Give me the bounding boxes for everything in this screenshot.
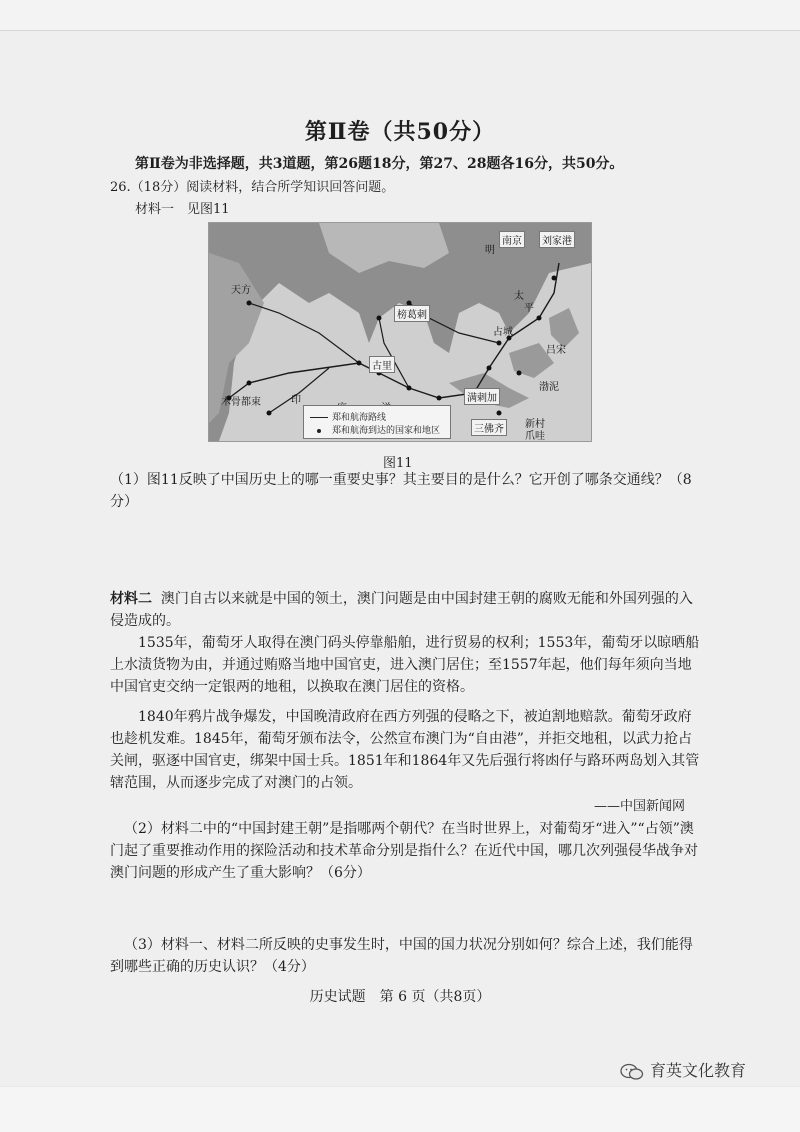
legend-places-label: 郑和航海到达的国家和地区 [332,426,441,436]
section-title: 第Ⅱ卷（共50分） [304,119,496,145]
figure-caption: 图11 [383,456,413,471]
map-label-bangela: 榜葛剌 [394,305,430,322]
map-label-zhancheng: 占城 [493,327,513,338]
map-label-lvsong: 吕宋 [546,345,566,356]
map-label-ming: 明 [485,245,495,256]
map-label-guli: 古里 [369,356,395,373]
map-label-ping: 平 [524,303,534,314]
map-label-tianfang: 天方 [231,285,251,296]
watermark-text: 育英文化教育 [650,1061,747,1080]
material-2-source: ——中国新闻网 [593,799,685,814]
bottom-strip [0,1087,800,1132]
material-2-text: 澳门自古以来就是中国的领土，澳门问题是由中国封建王朝的腐败无能和外国列强的入侵造成的。 [110,591,693,629]
top-bar [0,0,800,31]
page-footer: 历史试题 第 6 页（共8页） [309,989,491,1005]
map-label-mangjiaci: 满剌加 [464,388,500,405]
map-label-nanjing: 南京 [499,231,525,248]
map-label-yin: 印 [291,395,301,406]
sub-question-3: （3）材料一、材料二所反映的史事发生时，中国的国力状况分别如何？综合上述，我们能得到哪些正确的历史认识？（4分） [110,937,693,975]
map-label-zhaowa: 爪哇 [525,431,545,442]
sub-question-1: （1）图11反映了中国历史上的哪一重要史事？其主要目的是什么？它开创了哪条交通线？（8分） [110,472,692,510]
section-intro: 第Ⅱ卷为非选择题，共3道题，第26题18分，第27、28题各16分，共50分。 [135,156,624,172]
map-label-mugudushu: 木骨都束 [221,397,261,408]
place-dot-icon [310,426,328,436]
map-label-sanfoqi: 三佛齐 [471,419,507,436]
wechat-icon [620,1063,644,1081]
paragraph-1840: 1840年鸦片战争爆发，中国晚清政府在西方列强的侵略之下，被迫割地赔款。葡萄牙政府也趁机发难。1845年，葡萄牙颁布法令，公然宣布澳门为“自由港”，并拒交地租，以武力抢占关闸，驱逐中国官吏，绑架中国士兵。1851年和1864年又先后强行将凼仔与路环两岛划入其管辖范围，从而逐步完成了对澳门的占领。 [110,709,700,791]
map-legend [303,405,451,439]
material-2-label: 材料二 [110,591,152,607]
legend-route [310,410,386,423]
sub-question-2: （2）材料二中的“中国封建王朝”是指哪两个朝代？在当时世界上，对葡萄牙“进入”“占领”澳门起了重要推动作用的探险活动和技术革命分别是指什么？在近代中国，哪几次列强侵华战争对澳门问题的形成产生了重大影响？（6分） [110,821,698,881]
watermark [620,1058,746,1081]
legend-route-label: 郑和航海路线 [332,413,387,423]
zheng-he-voyage-map [208,222,592,442]
map-label-boni: 渤泥 [539,382,559,393]
paragraph-1535: 1535年，葡萄牙人取得在澳门码头停靠船舶，进行贸易的权利；1553年，葡萄牙以晾晒船上水渍货物为由，并通过贿赂当地中国官吏，进入澳门居住；至1557年起，他们每年须向当地中国官吏交纳一定银两的地租，以换取在澳门居住的资格。 [110,635,700,695]
route-line-icon [310,417,328,418]
map-label-liujiagang: 刘家港 [539,231,575,248]
question-26: 26.（18分）阅读材料，结合所学知识回答问题。 [110,180,395,195]
map-label-xincun: 新村 [525,419,545,430]
material-1-label: 材料一 见图11 [135,202,230,217]
map-label-tai: 太 [514,291,524,302]
material-2 [110,588,700,632]
legend-places [310,423,440,436]
